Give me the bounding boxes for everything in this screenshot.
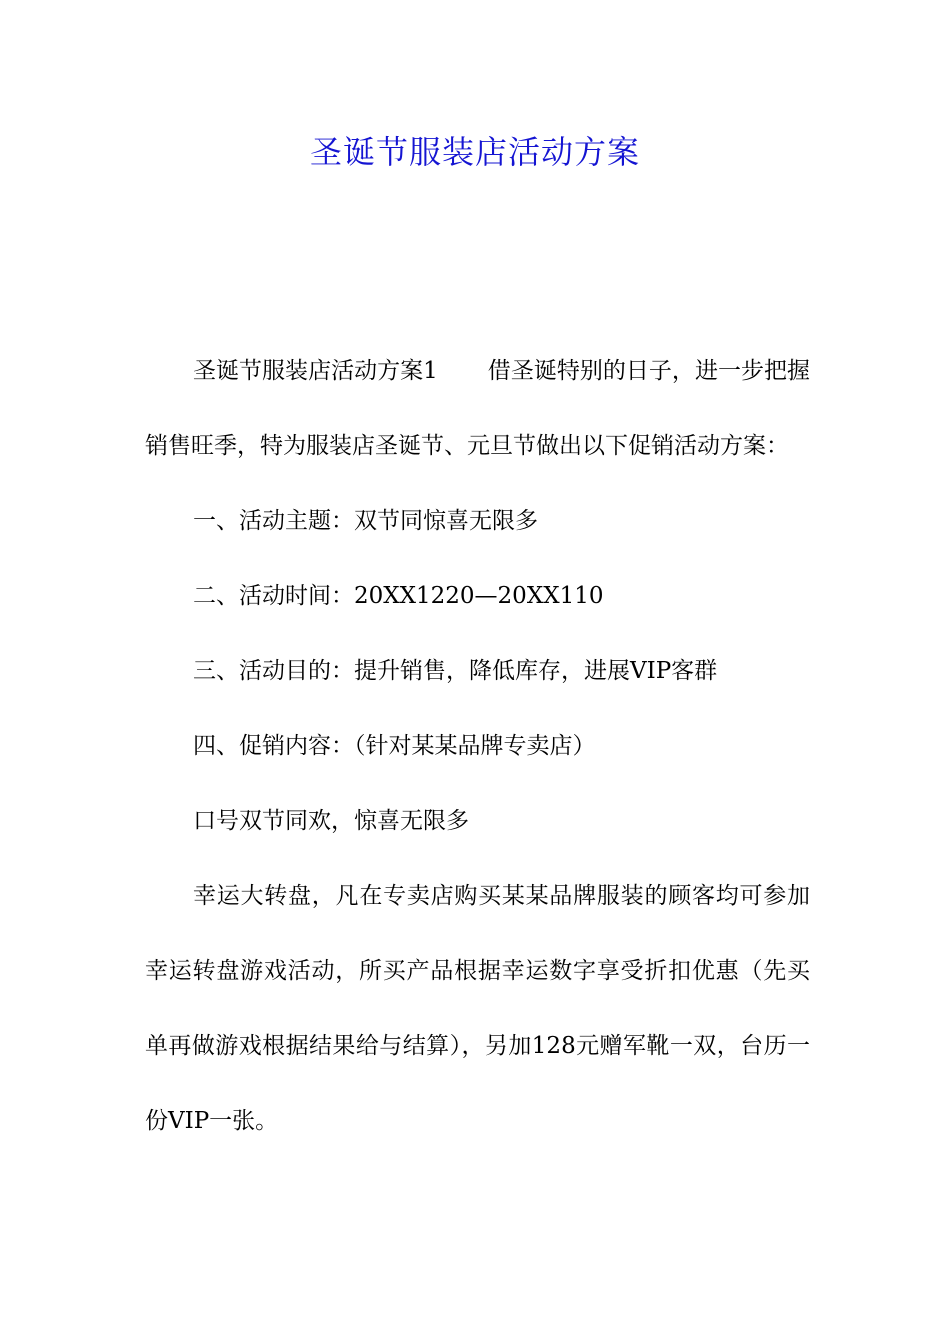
paragraph-intro-text: 借圣诞特别的日子，进一步把握销售旺季，特为服装店圣诞节、元旦节做出以下促销活动方案： (145, 358, 811, 459)
paragraph-time: 二、活动时间：20XX1220—20XX110 (193, 583, 604, 609)
paragraph-slogan: 口号双节同欢，惊喜无限多 (193, 808, 469, 834)
paragraph-purpose: 三、活动目的：提升销售，降低库存，进展VIP客群 (193, 658, 718, 684)
paragraph-intro-lead: 圣诞节服装店活动方案1 (193, 358, 438, 384)
paragraph-lucky-wheel: 幸运大转盘，凡在专卖店购买某某品牌服装的顾客均可参加幸运转盘游戏活动，所买产品根据幸运数字享受折扣优惠（先买单再做游戏根据结果给与结算），另加128元赠军靴一双，台历一份VIP一张。 (145, 883, 810, 1134)
document-body (145, 334, 810, 1159)
paragraph-intro (145, 334, 810, 484)
paragraph-content: 四、促销内容：（针对某某品牌专卖店） (193, 733, 596, 759)
paragraph-theme: 一、活动主题：双节同惊喜无限多 (193, 508, 538, 534)
document-title: 圣诞节服装店活动方案 (309, 133, 640, 171)
